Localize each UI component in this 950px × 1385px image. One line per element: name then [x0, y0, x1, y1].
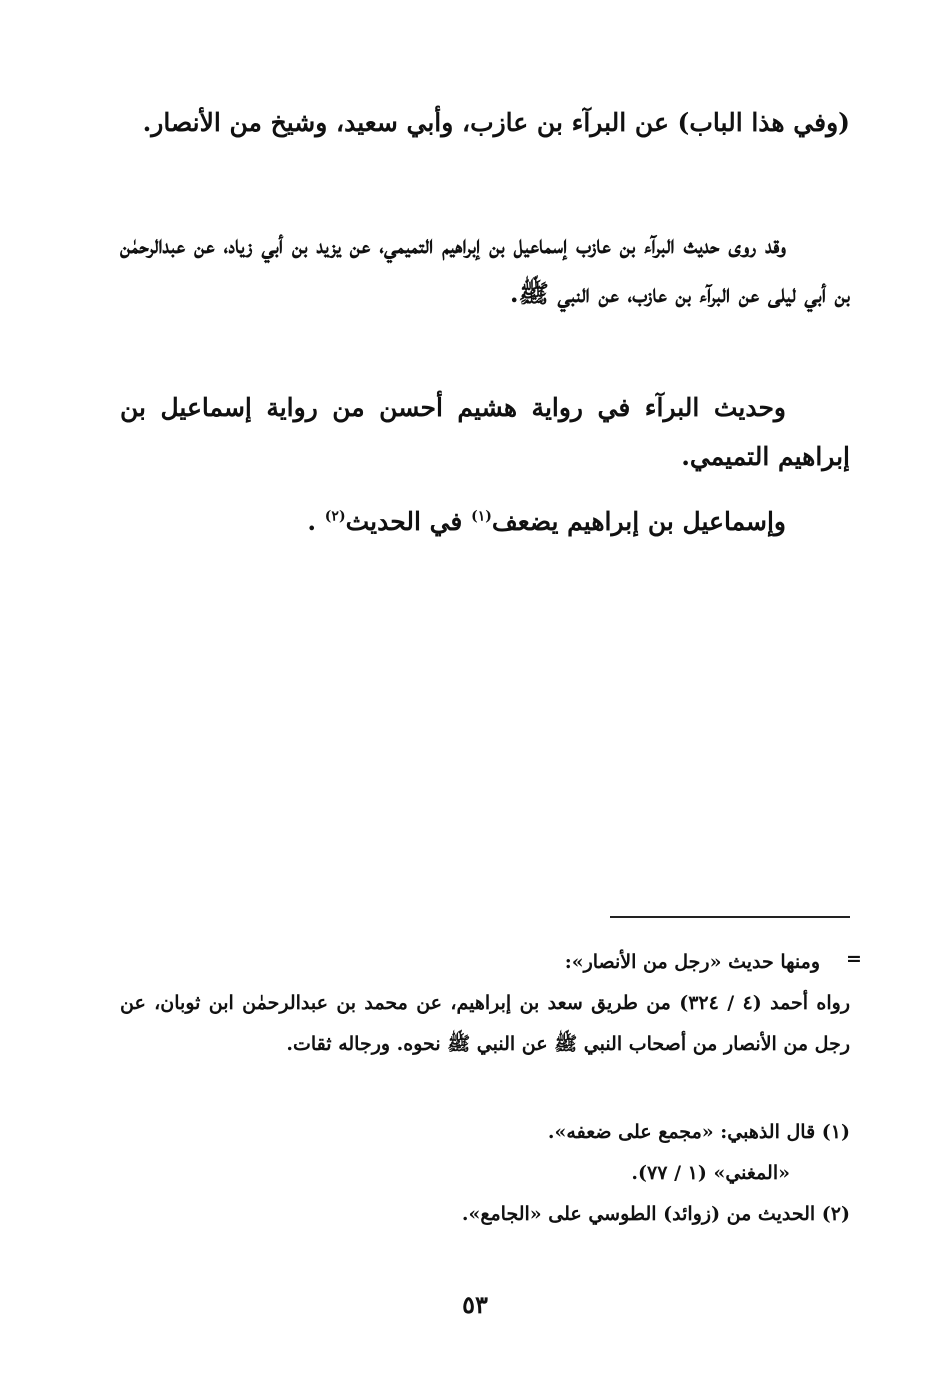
paragraph-4-text-b: في الحديث — [345, 507, 472, 536]
body-paragraph-3: وحديث البرآء في رواية هشيم أحسن من رواية إسماعيل بن إبراهيم التميمي. — [120, 393, 850, 471]
continuation-marker: = — [846, 948, 862, 970]
footnote-ref-1[interactable]: (١) — [471, 508, 492, 525]
footnote-continuation-text: رواه أحمد (٤ / ٣٢٤) من طريق سعد بن إبراهيم، عن محمد بن عبدالرحمٰن ابن ثوبان، عن رجل من الأنصار من أصحاب النبي ﷺ عن النبي ﷺ نحوه. ورجاله ثقات. — [120, 992, 850, 1055]
footnote-separator — [610, 916, 850, 918]
footnote-ref-2[interactable]: (٢) — [324, 508, 346, 525]
body-paragraph-1: (وفي هذا الباب) عن البرآء بن عازب، وأبي سعيد، وشيخ من الأنصار. — [142, 108, 850, 137]
paragraph-4-text-a: وإسماعيل بن إبراهيم يضعف — [491, 507, 786, 536]
footnote-1: (١) قال الذهبي: «مجمع على ضعفه». — [547, 1121, 850, 1143]
footnote-continuation-heading: ومنها حديث «رجل من الأنصار»: — [564, 951, 820, 973]
paragraph-4-end: . — [307, 507, 325, 536]
body-paragraph-4 — [120, 497, 850, 546]
body-paragraph-2: وقد روى حديث البرآء بن عازب إسماعيل بن إبراهيم التميمي، عن يزيد بن أبي زياد، عن عبدالرحمٰن بن أبي ليلى عن البرآء بن عازب، عن النبي ﷺ. — [120, 230, 850, 308]
page-number: ٥٣ — [462, 1290, 488, 1319]
footnote-1-source: «المغني» (١ / ٧٧). — [631, 1162, 790, 1184]
footnote-2: (٢) الحديث من (زوائد) الطوسي على «الجامع». — [461, 1203, 850, 1225]
